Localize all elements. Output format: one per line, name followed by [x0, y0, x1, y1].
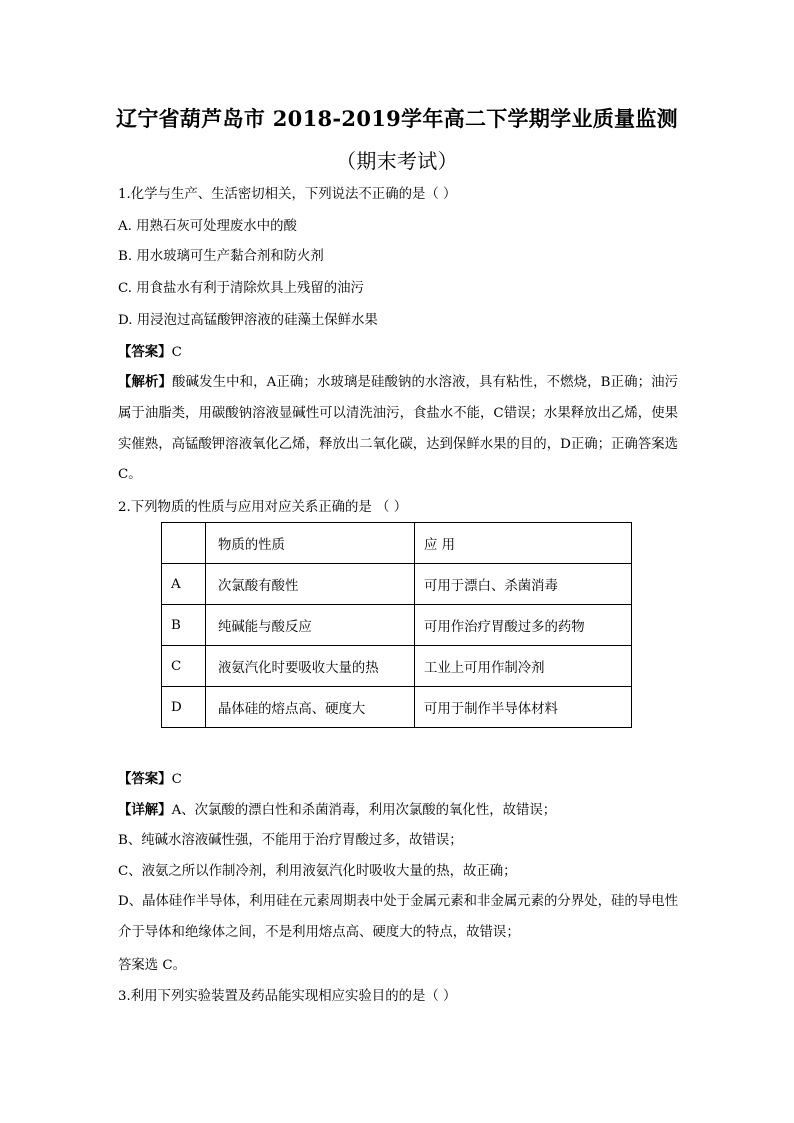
q1-analysis	[118, 367, 678, 491]
table-row	[162, 605, 632, 646]
answer-tag: 【答案】	[118, 344, 172, 360]
q2-detail-d: D、晶体硅作半导体，利用硅在元素周期表中处于金属元素和非金属元素的分界处，硅的导电性介于导体和绝缘体之间，不是利用熔点高、硬度大的特点，故错误；	[118, 894, 678, 940]
q2-stem: 2.下列物质的性质与应用对应关系正确的是 （ ）	[118, 500, 408, 515]
table-cell: 可用作治疗胃酸过多的药物	[415, 605, 632, 646]
properties-table	[161, 522, 632, 728]
document-subtitle: （期末考试）	[336, 149, 458, 173]
table-cell: C	[162, 646, 206, 687]
detail-text: A、次氯酸的漂白性和杀菌消毒，利用次氯酸的氧化性，故错误；	[171, 803, 557, 818]
answer-value: C	[171, 345, 182, 360]
table-cell: B	[162, 605, 206, 646]
table-header-cell: 物质的性质	[206, 523, 415, 564]
answer-tag: 【答案】	[118, 771, 172, 787]
table-cell: 纯碱能与酸反应	[206, 605, 415, 646]
table-cell: 液氨汽化时要吸收大量的热	[206, 646, 415, 687]
table-header-cell: 应 用	[415, 523, 632, 564]
table-header-row	[162, 523, 632, 564]
table-row	[162, 687, 632, 728]
q2-detail-b: B、纯碱水溶液碱性强，不能用于治疗胃酸过多，故错误；	[118, 833, 463, 848]
q1-option-c: C. 用食盐水有利于清除炊具上残留的油污	[118, 281, 364, 296]
detail-tag: 【详解】	[118, 802, 172, 818]
table-cell: 晶体硅的熔点高、硬度大	[206, 687, 415, 728]
table-header-cell	[162, 523, 206, 564]
table-row	[162, 564, 632, 605]
q1-option-a: A. 用熟石灰可处理废水中的酸	[118, 219, 297, 234]
table-cell: 可用于漂白、杀菌消毒	[415, 564, 632, 605]
table-cell: 工业上可用作制冷剂	[415, 646, 632, 687]
table-row	[162, 646, 632, 687]
q2-detail-a	[118, 801, 556, 820]
analysis-text: 酸碱发生中和，A正确；水玻璃是硅酸钠的水溶液，具有粘性，不燃烧，B正确；油污属于油脂类，用碳酸钠溶液显碱性可以清洗油污，食盐水不能，C错误；水果释放出乙烯，使果实催熟，高锰酸钾溶液氧化乙烯，释放出二氧化碳，达到保鲜水果的目的，D正确；正确答案选 C。	[118, 375, 679, 483]
q1-option-b: B. 用水玻璃可生产黏合剂和防火剂	[118, 249, 324, 264]
q1-stem: 1.化学与生产、生活密切相关，下列说法不正确的是（ ）	[118, 187, 457, 202]
document-title: 辽宁省葫芦岛市 2018-2019学年高二下学期学业质量监测	[116, 106, 678, 131]
q2-answer	[118, 770, 182, 789]
table-cell: 次氯酸有酸性	[206, 564, 415, 605]
answer-value: C	[171, 772, 182, 787]
q1-answer	[118, 343, 182, 362]
table-cell: D	[162, 687, 206, 728]
table-cell: 可用于制作半导体材料	[415, 687, 632, 728]
q2-conclusion: 答案选 C。	[118, 958, 187, 973]
q2-detail-c: C、液氨之所以作制冷剂，利用液氨汽化时吸收大量的热，故正确；	[118, 864, 517, 879]
analysis-tag: 【解析】	[118, 374, 173, 390]
q3-stem: 3.利用下列实验装置及药品能实现相应实验目的的是（ ）	[118, 989, 457, 1004]
q1-option-d: D. 用浸泡过高锰酸钾溶液的硅藻土保鲜水果	[118, 313, 378, 328]
table-cell: A	[162, 564, 206, 605]
